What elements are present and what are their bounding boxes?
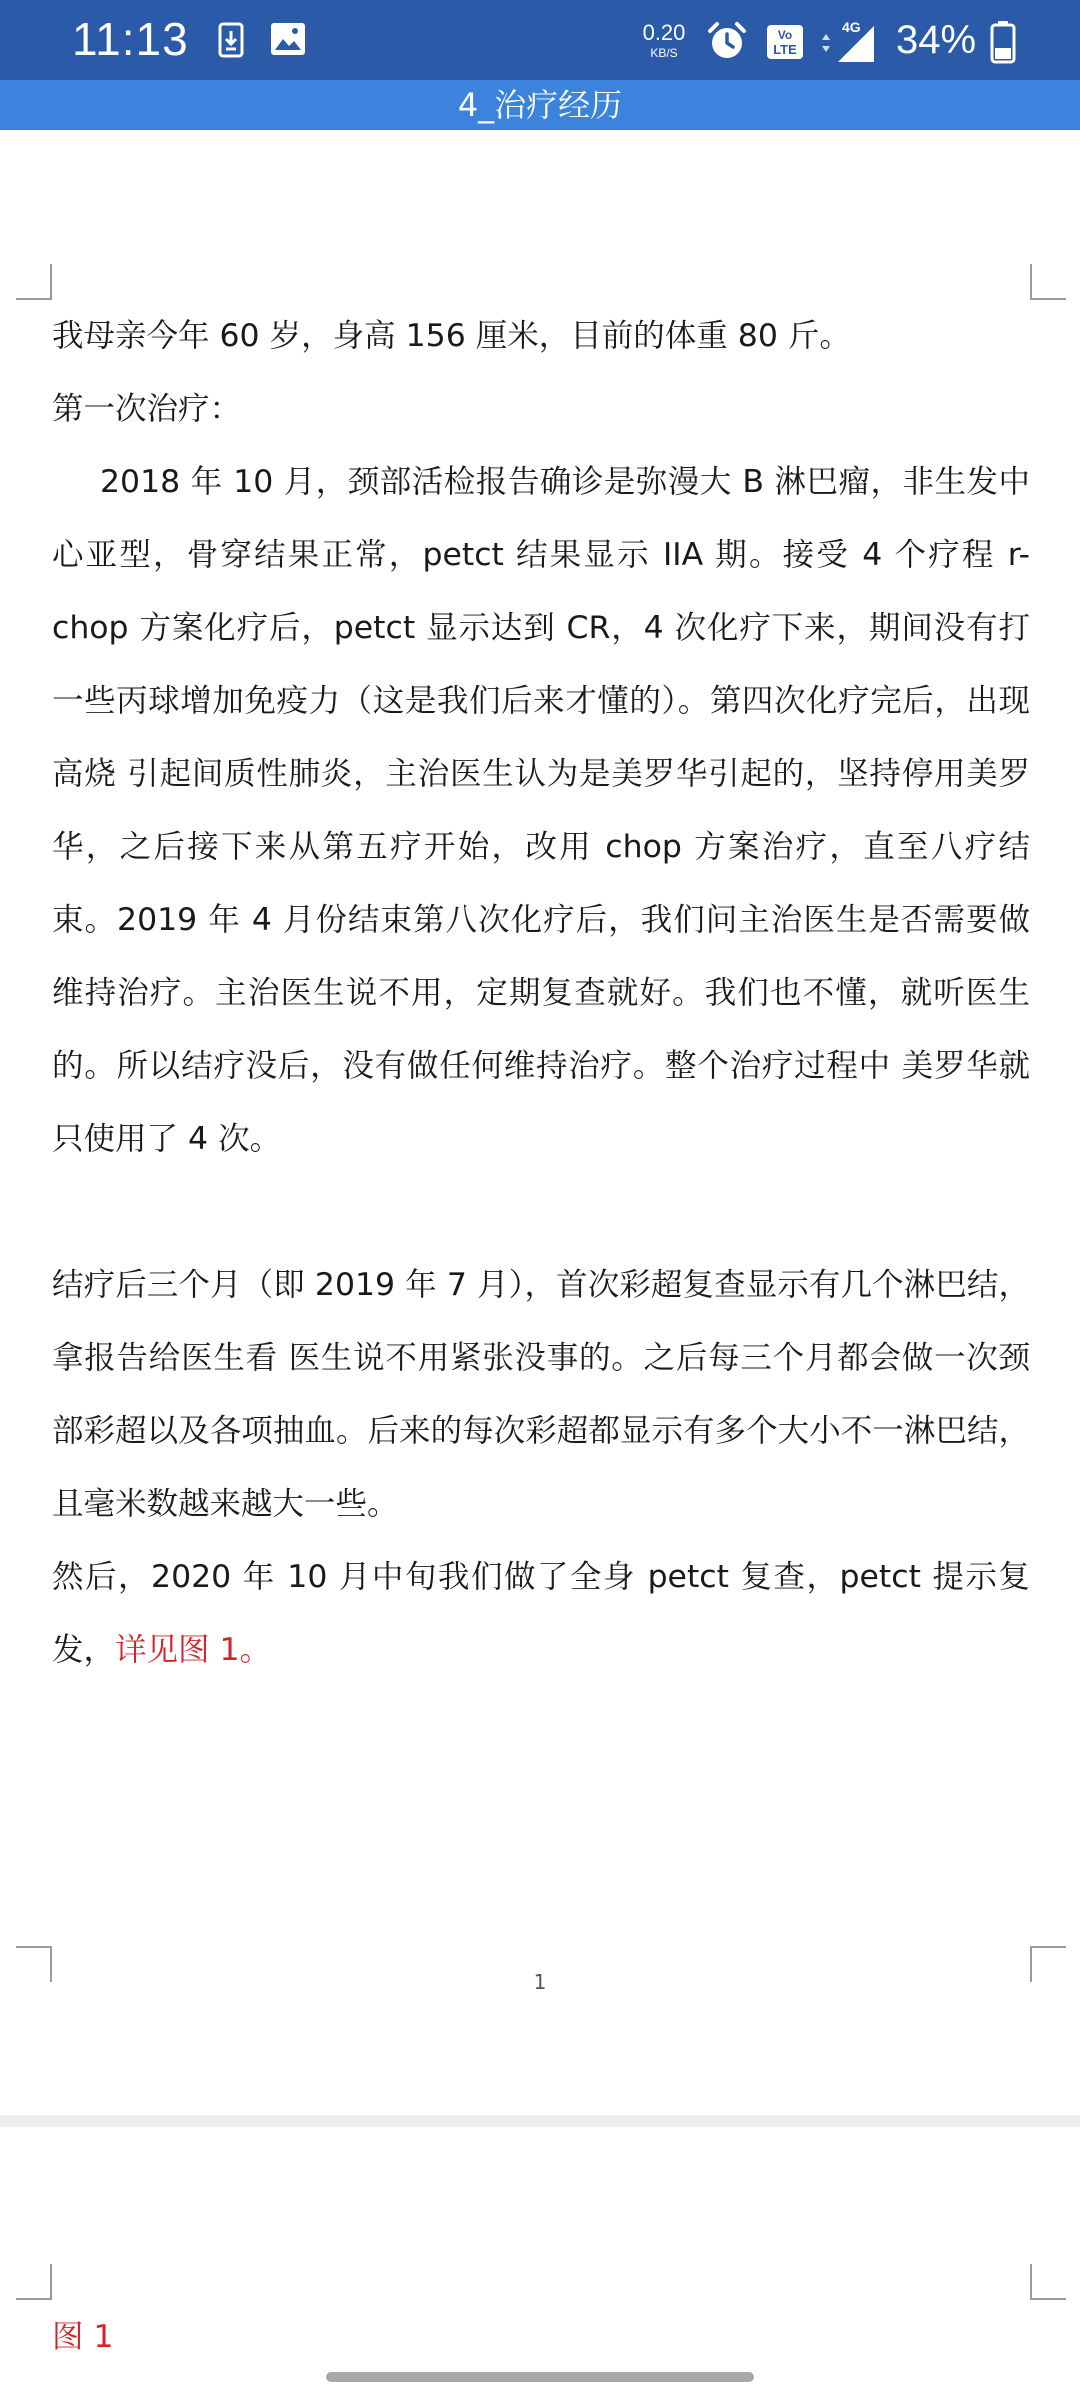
volte-icon xyxy=(766,24,804,64)
figure-caption: 图 1 xyxy=(52,2319,114,2355)
margin-corner-top-left xyxy=(16,264,52,300)
document-page[interactable] xyxy=(0,130,1080,2115)
document-title-bar[interactable] xyxy=(0,80,1080,130)
battery-icon xyxy=(990,20,1016,68)
blank-line xyxy=(52,1176,1030,1249)
document-title: 4_治疗经历 xyxy=(457,86,623,124)
page-divider xyxy=(0,2115,1080,2127)
section-heading: 第一次治疗： xyxy=(52,391,242,427)
network-speed-value: 0.20 xyxy=(642,20,686,45)
network-speed-unit: KB/S xyxy=(650,46,678,60)
relapse-paragraph xyxy=(52,1541,1030,1687)
volte-label-top: Vo xyxy=(777,28,793,42)
download-icon xyxy=(218,22,244,62)
status-bar xyxy=(0,0,1080,80)
battery-percent: 34% xyxy=(896,18,977,62)
network-type-label: 4G xyxy=(842,20,861,35)
followup-paragraph: 结疗后三个月（即 2019 年 7 月），首次彩超复查显示有几个淋巴结，拿报告给医生看 医生说不用紧张没事的。之后每三个月都会做一次颈部彩超以及各项抽血。后来的每次彩超都显示有多个大小不一淋巴结，且毫米数越来越大一些。 xyxy=(52,1267,1030,1522)
margin-corner-top-left xyxy=(16,2264,52,2300)
margin-corner-top-right xyxy=(1030,2264,1066,2300)
home-indicator[interactable] xyxy=(326,2372,754,2382)
volte-label-bottom: LTE xyxy=(773,42,797,57)
document-page-2[interactable] xyxy=(0,2127,1080,2400)
figure-reference-link[interactable]: 详见图 1。 xyxy=(115,1632,272,1668)
page-number: 1 xyxy=(533,1970,547,1994)
treatment-paragraph: 2018 年 10 月，颈部活检报告确诊是弥漫大 B 淋巴瘤，非生发中心亚型，骨穿结果正常，petct 结果显示 IIA 期。接受 4 个疗程 r-chop 方案化疗后，petct 显示达到 CR，4 次化疗下来，期间没有打一些丙球增加免疫力（这是我们后来才懂的）。第四次化疗完后，出现高烧 引起间质性肺炎，主治医生认为是美罗华引起的，坚持停用美罗华，之后接下来从第五疗开始，改用 chop 方案治疗，直至八疗结束。2019 年 4 月份结束第八次化疗后，我们问主治医生是否需要做维持治疗。主治医生说不用，定期复查就好。我们也不懂，就听医生的。所以结疗没后，没有做任何维持治疗。整个治疗过程中 美罗华就只使用了 4 次。 xyxy=(52,464,1030,1157)
intro-paragraph: 我母亲今年 60 岁，身高 156 厘米，目前的体重 80 斤。 xyxy=(52,318,851,354)
image-icon xyxy=(270,22,306,60)
alarm-icon xyxy=(706,20,748,66)
network-speed xyxy=(638,22,690,59)
document-body[interactable] xyxy=(52,300,1030,1687)
relapse-text: 然后，2020 年 10 月中旬我们做了全身 petct 复查，petct 提示复发， xyxy=(52,1559,1030,1668)
status-time: 11:13 xyxy=(72,13,189,65)
margin-corner-top-right xyxy=(1030,264,1066,300)
signal-icon xyxy=(818,20,878,68)
